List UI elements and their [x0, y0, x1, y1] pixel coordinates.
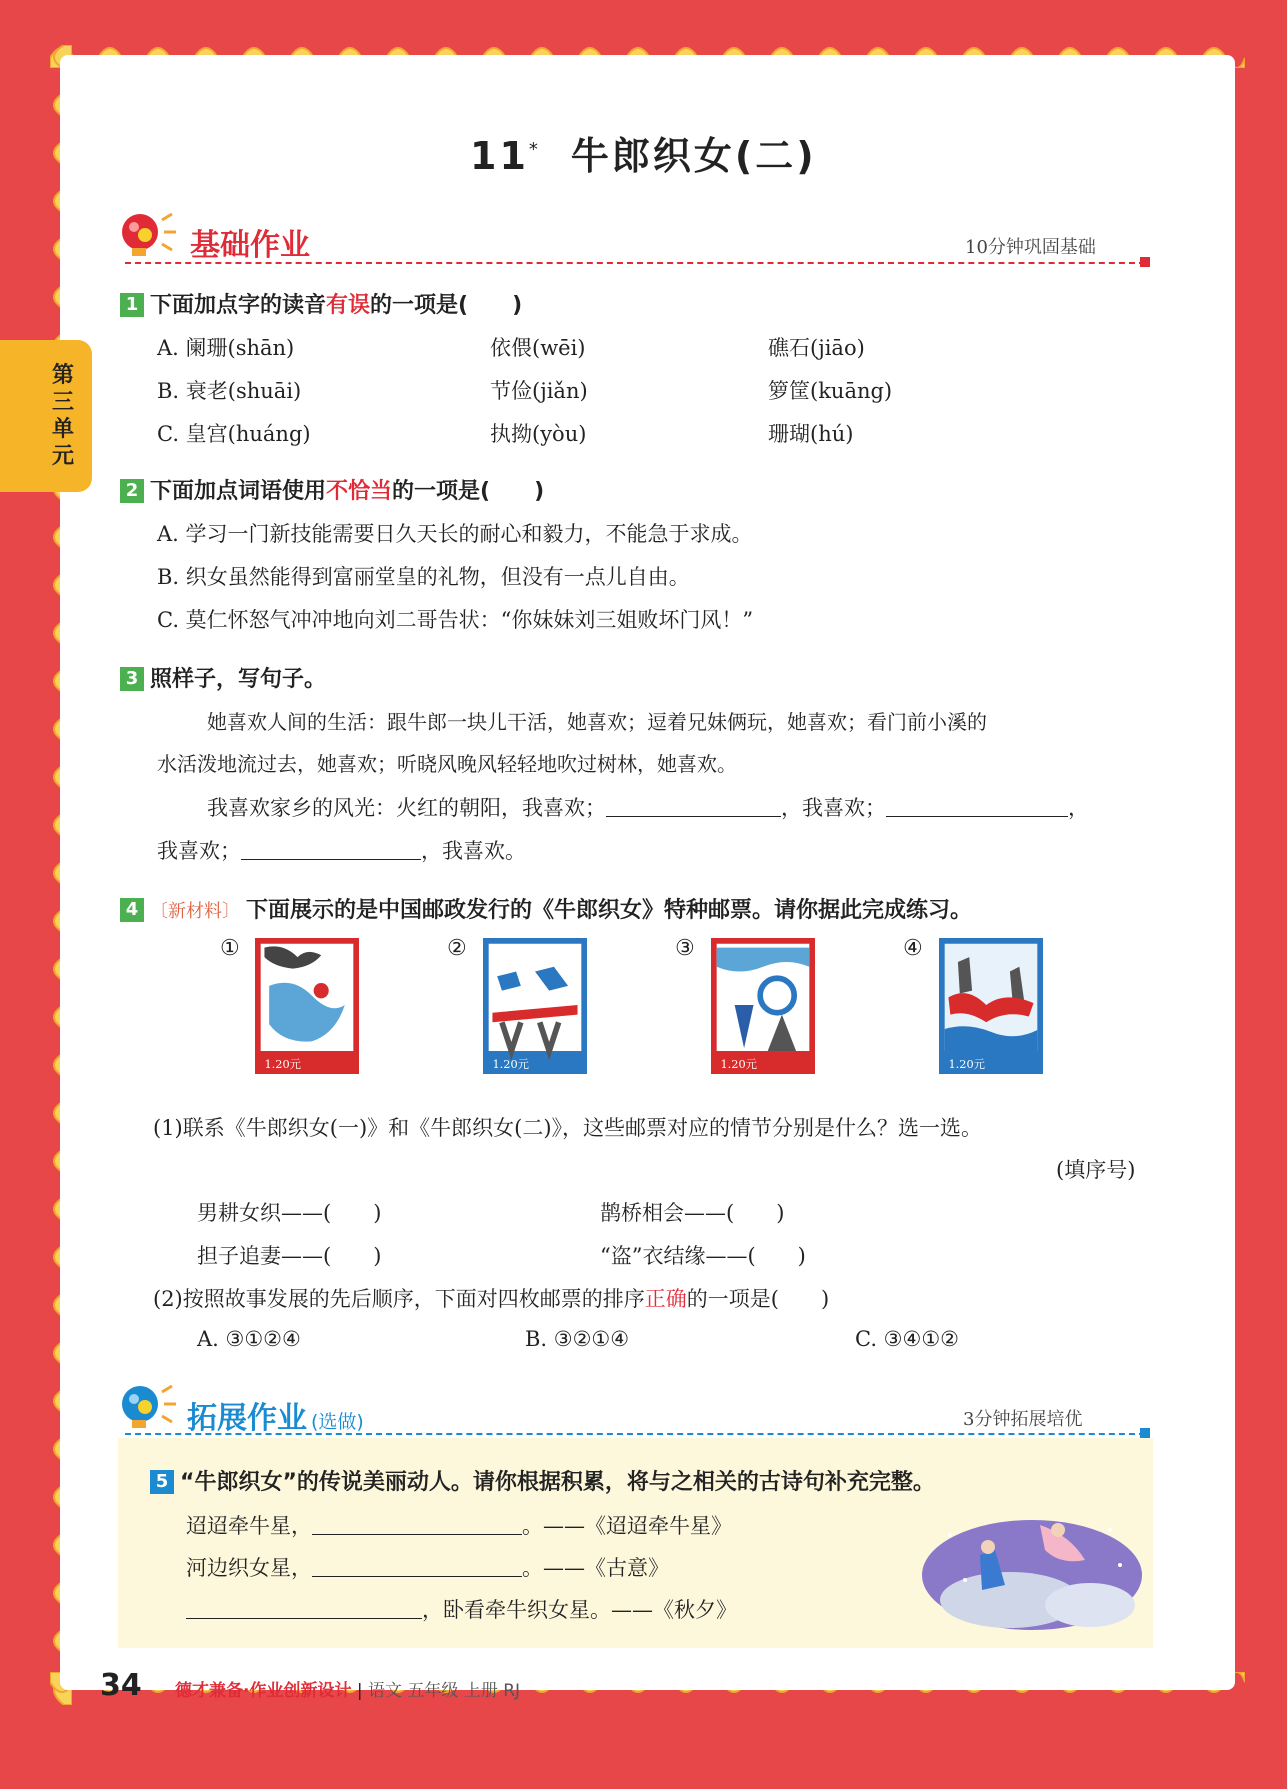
- question-number: 4: [120, 898, 144, 922]
- answer-blank[interactable]: [606, 798, 781, 817]
- q4-match-2: 鹊桥相会——( ): [600, 1201, 785, 1225]
- stamp-1-image: [252, 935, 362, 1077]
- lesson-mark: *: [528, 139, 541, 161]
- question-text-end: 的一项是( ): [370, 293, 523, 318]
- q1-option-a-3: 礁石(jiāo): [768, 336, 865, 360]
- cowherd-weaver-illustration: [920, 1505, 1145, 1640]
- q3-task-text: 我喜欢家乡的风光：火红的朝阳，我喜欢；: [207, 796, 606, 820]
- q5-text: 迢迢牵牛星，: [186, 1514, 312, 1538]
- question-number: 5: [150, 1470, 174, 1494]
- footer-separator: |: [356, 1681, 363, 1701]
- question-text-end: 的一项是( ): [392, 479, 545, 504]
- unit-tab: [0, 340, 92, 492]
- question-1: [120, 288, 522, 319]
- q3-example-line-1: 她喜欢人间的生活：跟牛郎一块儿干活，她喜欢；逗着兄妹俩玩，她喜欢；看门前小溪的: [207, 710, 987, 734]
- q5-line-3: [186, 1594, 737, 1624]
- q4-match-3: 担子追妻——( ): [197, 1244, 382, 1268]
- question-number: 3: [120, 667, 144, 691]
- stamp-number: ③: [675, 936, 695, 961]
- stamp-value: 1.20元: [948, 1057, 986, 1072]
- ext-section-title-text: 拓展作业: [187, 1401, 307, 1436]
- q1-option-b-2: 节俭(jiǎn): [490, 379, 588, 403]
- q1-option-c-1: C. 皇宫(huáng): [157, 422, 311, 446]
- footer-text: [175, 1676, 520, 1701]
- ext-section-time: 3分钟拓展培优: [963, 1409, 1083, 1430]
- q4-match-1: 男耕女织——( ): [197, 1201, 382, 1225]
- q5-text: 。——《古意》: [522, 1556, 669, 1580]
- q4-option-b: B. ③②①④: [525, 1327, 630, 1351]
- question-4: [120, 893, 972, 924]
- q2-option-b: B. 织女虽然能得到富丽堂皇的礼物，但没有一点儿自由。: [157, 565, 690, 589]
- question-text: 下面加点词语使用: [150, 479, 327, 504]
- stamp-4-image: [936, 935, 1046, 1077]
- stamp-value: 1.20元: [720, 1057, 758, 1072]
- question-5: [150, 1465, 935, 1496]
- q3-task-text: ，我喜欢。: [421, 839, 526, 863]
- stamp-3-image: [708, 935, 818, 1077]
- question-number: 2: [120, 479, 144, 503]
- lesson-name: 牛郎织女(二): [570, 134, 817, 178]
- stamp-2-image: [480, 935, 590, 1077]
- question-2: [120, 474, 544, 505]
- q1-option-a-2: 依偎(wēi): [490, 336, 586, 360]
- answer-blank[interactable]: [186, 1600, 422, 1619]
- q4-option-c: C. ③④①②: [855, 1327, 959, 1351]
- q3-task-text: ，: [1068, 796, 1089, 820]
- ext-section-title: [187, 1393, 364, 1437]
- q4-sub2: [153, 1283, 829, 1313]
- q4-match-4: “盗”衣结缘——( ): [600, 1244, 806, 1268]
- q4-sub1-note: (填序号): [1056, 1158, 1136, 1182]
- lightbulb-icon: [118, 210, 178, 262]
- question-text: “牛郎织女”的传说美丽动人。请你根据积累，将与之相关的古诗句补充完整。: [180, 1470, 935, 1495]
- answer-blank[interactable]: [241, 841, 421, 860]
- question-text: 照样子，写句子。: [150, 667, 327, 692]
- q1-option-a-1: A. 阑珊(shān): [157, 336, 295, 360]
- section-divider: [125, 1433, 1145, 1435]
- q1-option-b-3: 箩筐(kuāng): [768, 379, 893, 403]
- unit-tab-label: 第三单元: [52, 363, 75, 469]
- lesson-title: [470, 125, 817, 180]
- q1-option-b-1: B. 衰老(shuāi): [157, 379, 302, 403]
- question-emphasis: 有误: [326, 293, 371, 318]
- question-3: [120, 662, 326, 693]
- q4-option-a: A. ③①②④: [197, 1327, 301, 1351]
- answer-blank[interactable]: [886, 798, 1068, 817]
- q4-sub1: (1)联系《牛郎织女(一)》和《牛郎织女(二)》，这些邮票对应的情节分别是什么？选一选。: [153, 1116, 983, 1140]
- q1-option-c-3: 珊瑚(hú): [768, 422, 854, 446]
- q3-task-text: 我喜欢；: [157, 839, 241, 863]
- lesson-number: 11: [470, 134, 529, 178]
- q3-example-line-2: 水活泼地流过去，她喜欢；听晓风晚风轻轻地吹过树林，她喜欢。: [157, 752, 737, 776]
- stamp-number: ④: [903, 936, 923, 961]
- q2-option-c: C. 莫仁怀怒气冲冲地向刘二哥告状：“你妹妹刘三姐败坏门风！”: [157, 608, 754, 632]
- basic-section-time: 10分钟巩固基础: [965, 237, 1096, 258]
- section-divider: [125, 262, 1145, 264]
- footer-book: 语文 五年级 上册 RJ: [368, 1681, 521, 1701]
- stamp-number: ①: [220, 936, 240, 961]
- question-text: 下面展示的是中国邮政发行的《牛郎织女》特种邮票。请你据此完成练习。: [246, 898, 973, 923]
- footer-brand: 德才兼备·作业创新设计: [175, 1681, 352, 1701]
- question-emphasis: 不恰当: [326, 479, 393, 504]
- q2-option-a: A. 学习一门新技能需要日久天长的耐心和毅力，不能急于求成。: [157, 522, 753, 546]
- lightbulb-icon: [118, 1382, 178, 1434]
- q1-option-c-2: 执拗(yòu): [490, 422, 587, 446]
- q4-sub2-text-end: 的一项是( ): [686, 1287, 830, 1311]
- stamp-value: 1.20元: [264, 1057, 302, 1072]
- q5-text: 河边织女星，: [186, 1556, 312, 1580]
- q3-task-text: ，我喜欢；: [781, 796, 886, 820]
- answer-blank[interactable]: [312, 1558, 522, 1577]
- q5-text: ，卧看牵牛织女星。——《秋夕》: [422, 1598, 737, 1622]
- ext-section-sub: (选做): [311, 1411, 364, 1433]
- stamp-value: 1.20元: [492, 1057, 530, 1072]
- stamp-number: ②: [447, 936, 467, 961]
- answer-blank[interactable]: [312, 1516, 522, 1535]
- q5-text: 。——《迢迢牵牛星》: [522, 1514, 732, 1538]
- q4-sub2-text: (2)按照故事发展的先后顺序，下面对四枚邮票的排序: [153, 1287, 645, 1311]
- question-number: 1: [120, 293, 144, 317]
- q4-sub2-emphasis: 正确: [644, 1287, 687, 1311]
- q5-line-2: [186, 1552, 669, 1582]
- q3-task-line-2: [157, 835, 526, 865]
- question-text: 下面加点字的读音: [150, 293, 327, 318]
- new-material-tag: 〔新材料〕: [150, 901, 240, 922]
- divider-end-mark: [1140, 1428, 1150, 1438]
- basic-section-title: 基础作业: [190, 228, 310, 263]
- q5-line-1: [186, 1510, 732, 1540]
- divider-end-mark: [1140, 257, 1150, 267]
- q3-task-line-1: [207, 792, 1089, 822]
- page-number: 34: [100, 1668, 142, 1703]
